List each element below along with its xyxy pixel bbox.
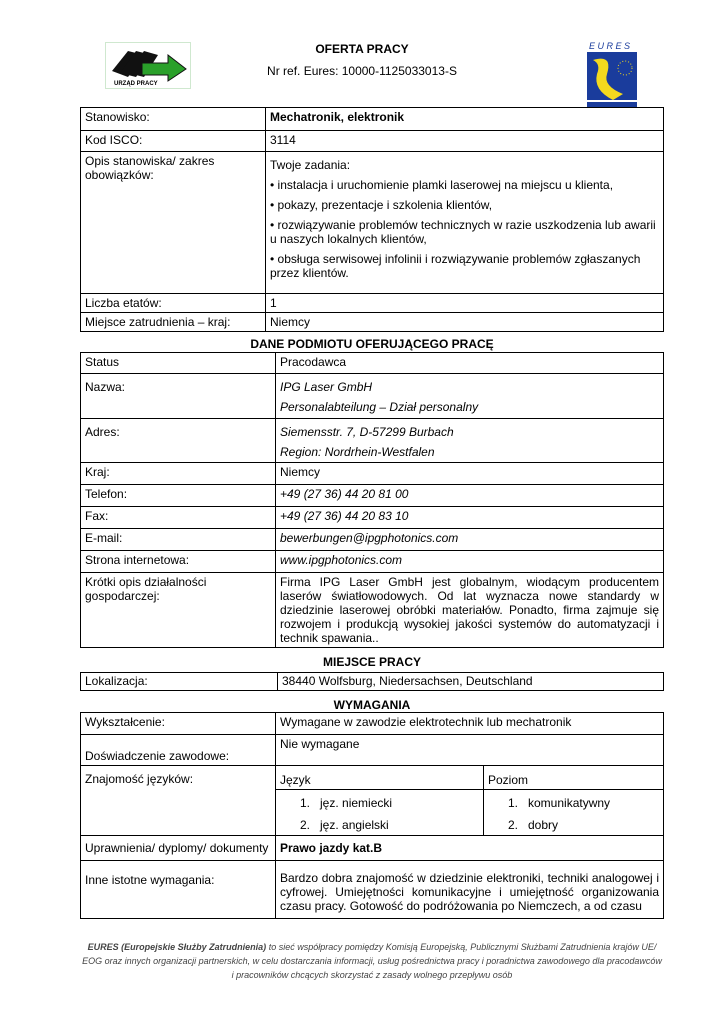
about-label: Krótki opis działalności gospodarczej: — [81, 573, 276, 648]
email-label: E-mail: — [81, 529, 276, 551]
experience-value: Nie wymagane — [276, 735, 664, 766]
other-value: Bardzo dobra znajomość w dziedzinie elektroniki, techniki analogowej i cyfrowej. Umiejętności komunikacyjne i umiejętność organizowania czasu pracy. Gotowość do podróżowania po Niemczech, a od czasu — [276, 861, 664, 919]
isco-label: Kod ISCO: — [81, 131, 266, 152]
licenses-value: Prawo jazdy kat.B — [276, 836, 664, 861]
description-value — [266, 152, 664, 294]
isco-value: 3114 — [266, 131, 664, 152]
country-value: Niemcy — [266, 313, 664, 332]
fte-label: Liczba etatów: — [81, 294, 266, 313]
website-link[interactable]: www.ipgphotonics.com — [276, 551, 664, 573]
website-label: Strona internetowa: — [81, 551, 276, 573]
level-item: 2. dobry — [508, 818, 559, 832]
description-item: • instalacja i uruchomienie plamki laserowej na miejscu u klienta, — [270, 178, 614, 192]
reference-number: Nr ref. Eures: 10000-1125033013-S — [267, 64, 457, 78]
svg-text:URZĄD PRACY: URZĄD PRACY — [114, 81, 158, 87]
location-label: Lokalizacja: — [81, 673, 278, 691]
description-item: • pokazy, prezentacje i szkolenia klientów, — [270, 198, 493, 212]
doc-title: OFERTA PRACY — [315, 42, 409, 56]
position-value: Mechatronik, elektronik — [266, 108, 664, 131]
requirements-heading: WYMAGANIA — [333, 698, 411, 712]
levels-list — [484, 790, 664, 836]
experience-label: Doświadczenie zawodowe: — [81, 735, 276, 766]
fte-value: 1 — [266, 294, 664, 313]
requirements-table — [80, 712, 664, 919]
region: Region: Nordrhein-Westfalen — [280, 445, 435, 459]
location-value: 38440 Wolfsburg, Niedersachsen, Deutschland — [278, 673, 664, 691]
position-label: Stanowisko: — [81, 108, 266, 131]
footer-bold: EURES (Europejskie Służby Zatrudnienia) — [87, 942, 267, 952]
phone-value: +49 (27 36) 44 20 81 00 — [276, 485, 664, 507]
country-label: Miejsce zatrudnienia – kraj: — [81, 313, 266, 332]
street: Siemensstr. 7, D-57299 Burbach — [280, 425, 454, 439]
name-value — [276, 374, 664, 419]
eures-logo — [583, 40, 639, 110]
phone-label: Telefon: — [81, 485, 276, 507]
workplace-table — [80, 672, 664, 691]
footer-text: to sieć współpracy pomiędzy Komisją Europejską, Publicznymi Służbami Zatrudnienia krajów UE/ EOG oraz innych organizacji partnerskich, w celu dostarczania informacji, usług pośrednictwa pracy i poradnictwa zawodowego dla pracodawców i pracowników chcących skorzystać z zasady wolnego przepływu osób — [82, 942, 662, 980]
name-label: Nazwa: — [81, 374, 276, 419]
address-value — [276, 419, 664, 463]
employer-country-value: Niemcy — [276, 463, 664, 485]
description-item: • obsługa serwisowej infolinii i rozwiązywanie problemów zgłaszanych przez klientów. — [270, 252, 641, 280]
education-label: Wykształcenie: — [81, 713, 276, 735]
languages-list — [276, 790, 484, 836]
level-item: 1. komunikatywny — [508, 796, 611, 810]
licenses-label: Uprawnienia/ dyplomy/ dokumenty — [81, 836, 276, 861]
level-column-header: Poziom — [484, 766, 664, 790]
description-label: Opis stanowiska/ zakres obowiązków: — [81, 152, 266, 294]
address-label: Adres: — [81, 419, 276, 463]
fax-value: +49 (27 36) 44 20 83 10 — [276, 507, 664, 529]
language-item: 1. jęz. niemiecki — [300, 796, 393, 810]
description-item: • rozwiązywanie problemów technicznych w razie uszkodzenia lub awarii u naszych lokalnych klientów, — [270, 218, 656, 246]
workplace-heading: MIEJSCE PRACY — [322, 655, 422, 669]
language-column-header: Język — [276, 766, 484, 790]
employer-heading: DANE PODMIOTU OFERUJĄCEGO PRACĘ — [250, 337, 494, 351]
status-label: Status — [81, 353, 276, 374]
other-label: Inne istotne wymagania: — [81, 861, 276, 919]
fax-label: Fax: — [81, 507, 276, 529]
employer-table — [80, 352, 664, 648]
languages-label: Znajomość języków: — [81, 766, 276, 836]
employer-country-label: Kraj: — [81, 463, 276, 485]
company-name: IPG Laser GmbH — [280, 380, 373, 394]
department: Personalabteilung – Dział personalny — [280, 400, 479, 414]
footer — [80, 940, 664, 982]
education-value: Wymagane w zawodzie elektrotechnik lub mechatronik — [276, 713, 664, 735]
about-value: Firma IPG Laser GmbH jest globalnym, wiodącym producentem laserów światłowodowych. Od lat wyznacza nowe standardy w dziedzinie laserowej obróbki materiałów. Ponadto, firma zajmuje się rozwojem i produkcją wysokiej jakości systemów do automatyzacji i technik spawania.. — [276, 573, 664, 648]
svg-text:E U R E S: E U R E S — [589, 41, 631, 51]
status-value: Pracodawca — [276, 353, 664, 374]
language-item: 2. jęz. angielski — [300, 818, 389, 832]
job-table — [80, 107, 664, 332]
description-intro: Twoje zadania: — [270, 158, 351, 172]
email-link[interactable]: bewerbungen@ipgphotonics.com — [276, 529, 664, 551]
